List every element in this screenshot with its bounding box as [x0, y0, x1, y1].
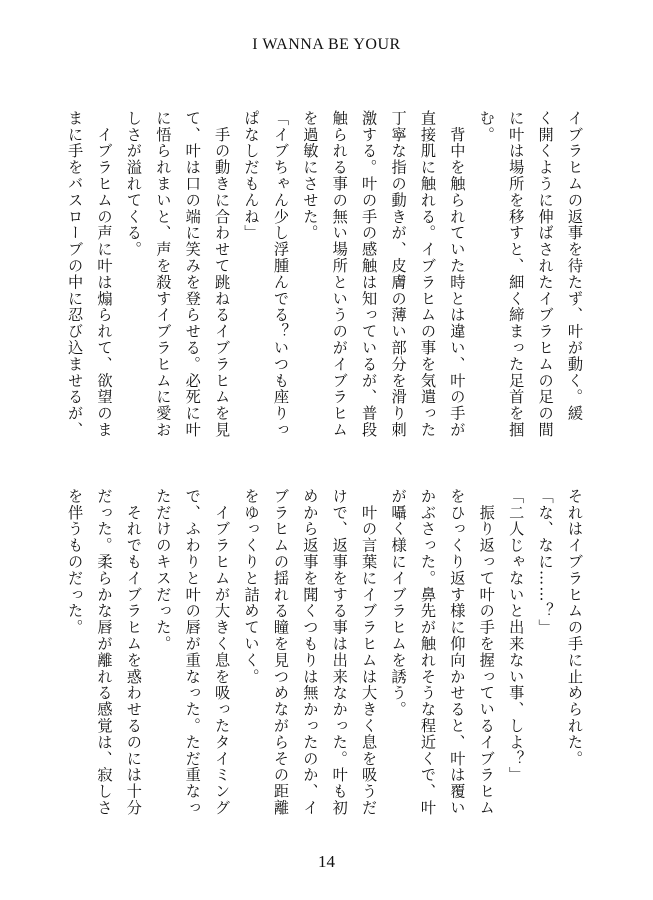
text-line: に叶は場所を移すと、細く締まった足首を掴 — [507, 110, 526, 438]
text-line: を過敏にさせた。 — [301, 110, 320, 242]
text-line: 「イブちゃん少し浮腫んでる？いつも座りっ — [271, 110, 290, 438]
text-line: 激する。叶の手の感触は知っているが、普段 — [360, 110, 379, 438]
text-line: ただけのキスだった。 — [154, 488, 173, 652]
text-line: をゆっくりと詰めていく。 — [242, 488, 261, 685]
page-number: 14 — [318, 852, 335, 871]
text-line: で、ふわりと叶の唇が重なった。ただ重なっ — [183, 488, 202, 816]
lower-text-block — [66, 488, 589, 816]
text-line: 叶の言葉にイブラヒムは大きく息を吸うだ — [360, 488, 379, 816]
text-line: イブラヒムが大きく息を吸ったタイミング — [213, 488, 232, 816]
text-line: イブラヒムの声に叶は煽られて、欲望のま — [95, 110, 114, 438]
text-line: く開くように伸ばされたイブラヒムの足の間 — [536, 110, 555, 438]
text-line: て、叶は口の端に笑みを登らせる。必死に叶 — [183, 110, 202, 438]
text-line: 直接肌に触れる。イブラヒムの事を気遣った — [418, 110, 437, 438]
text-line: 振り返って叶の手を握っているイブラヒム — [477, 488, 496, 816]
text-line: まに手をバスローブの中に忍び込ませるが、 — [66, 110, 85, 438]
text-line: イブラヒムの返事を待たず、叶が動く。緩 — [566, 110, 584, 422]
text-line: を伴うものだった。 — [66, 488, 85, 636]
text-line: に悟られまいと、声を殺すイブラヒムに愛お — [154, 110, 173, 438]
text-line: 背中を触られていた時とは違い、叶の手が — [448, 110, 467, 438]
text-line: けで、返事をする事は出来なかった。叶も初 — [330, 488, 349, 816]
text-line: 触られる事の無い場所というのがイブラヒム — [330, 110, 349, 438]
text-line: それでもイブラヒムを惑わせるのには十分 — [124, 488, 143, 816]
text-line: 「二人じゃないと出来ない事、しよ？」 — [507, 488, 526, 784]
text-line: しさが溢れてくる。 — [124, 110, 143, 258]
text-line: をひっくり返す様に仰向かせると、叶は覆い — [448, 488, 467, 816]
text-line: それはイブラヒムの手に止められた。 — [566, 488, 584, 767]
upper-text-block — [66, 110, 589, 438]
text-line: 丁寧な指の動きが、皮膚の薄い部分を滑り刺 — [389, 110, 408, 438]
text-line: む。 — [477, 110, 496, 143]
text-line: 「な、なに……？」 — [536, 488, 555, 636]
text-line: が囁く様にイブラヒムを誘う。 — [389, 488, 408, 718]
running-header-title: I WANNA BE YOUR — [252, 36, 401, 53]
text-line: ブラヒムの揺れる瞳を見つめながらその距離 — [271, 488, 290, 816]
text-line: めから返事を聞くつもりは無かったのか、イ — [301, 488, 320, 816]
text-line: かぶさった。鼻先が触れそうな程近くで、叶 — [418, 488, 437, 816]
text-line: 手の動きに合わせて跳ねるイブラヒムを見 — [213, 110, 232, 438]
text-line: ぱなしだもんね」 — [242, 110, 261, 242]
text-line: だった。柔らかな唇が離れる感覚は、寂しさ — [95, 488, 114, 816]
